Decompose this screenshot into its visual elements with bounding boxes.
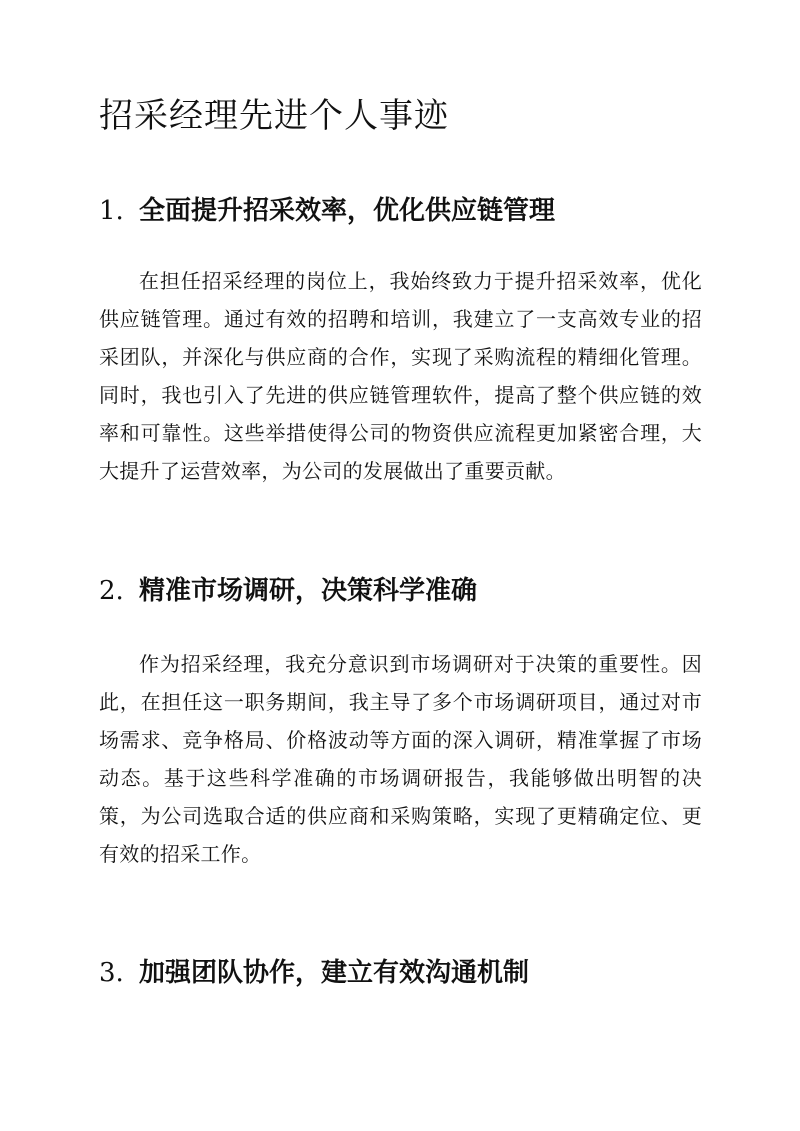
section-heading-3 — [99, 956, 529, 990]
section-heading-2 — [99, 574, 477, 608]
section-heading-text-2: 精准市场调研，决策科学准确 — [139, 576, 478, 606]
section-number-3: 3. — [99, 958, 124, 988]
section-heading-text-1: 全面提升招采效率，优化供应链管理 — [139, 196, 556, 226]
section-heading-text-3: 加强团队协作，建立有效沟通机制 — [139, 958, 530, 988]
document-title: 招采经理先进个人事迹 — [99, 96, 449, 136]
section-number-1: 1. — [99, 196, 124, 226]
section-paragraph-1: 在担任招采经理的岗位上，我始终致力于提升招采效率，优化供应链管理。通过有效的招聘和培训，我建立了一支高效专业的招采团队，并深化与供应商的合作，实现了采购流程的精细化管理。同时，我也引入了先进的供应链管理软件，提高了整个供应链的效率和可靠性。这些举措使得公司的物资供应流程更加紧密合理，大大提升了运营效率，为公司的发展做出了重要贡献。 — [99, 269, 702, 483]
section-heading-1 — [99, 194, 555, 228]
section-paragraph-2: 作为招采经理，我充分意识到市场调研对于决策的重要性。因此，在担任这一职务期间，我主导了多个市场调研项目，通过对市场需求、竞争格局、价格波动等方面的深入调研，精准掌握了市场动态。基于这些科学准确的市场调研报告，我能够做出明智的决策，为公司选取合适的供应商和采购策略，实现了更精确定位、更有效的招采工作。 — [99, 652, 702, 866]
section-number-2: 2. — [99, 576, 124, 606]
